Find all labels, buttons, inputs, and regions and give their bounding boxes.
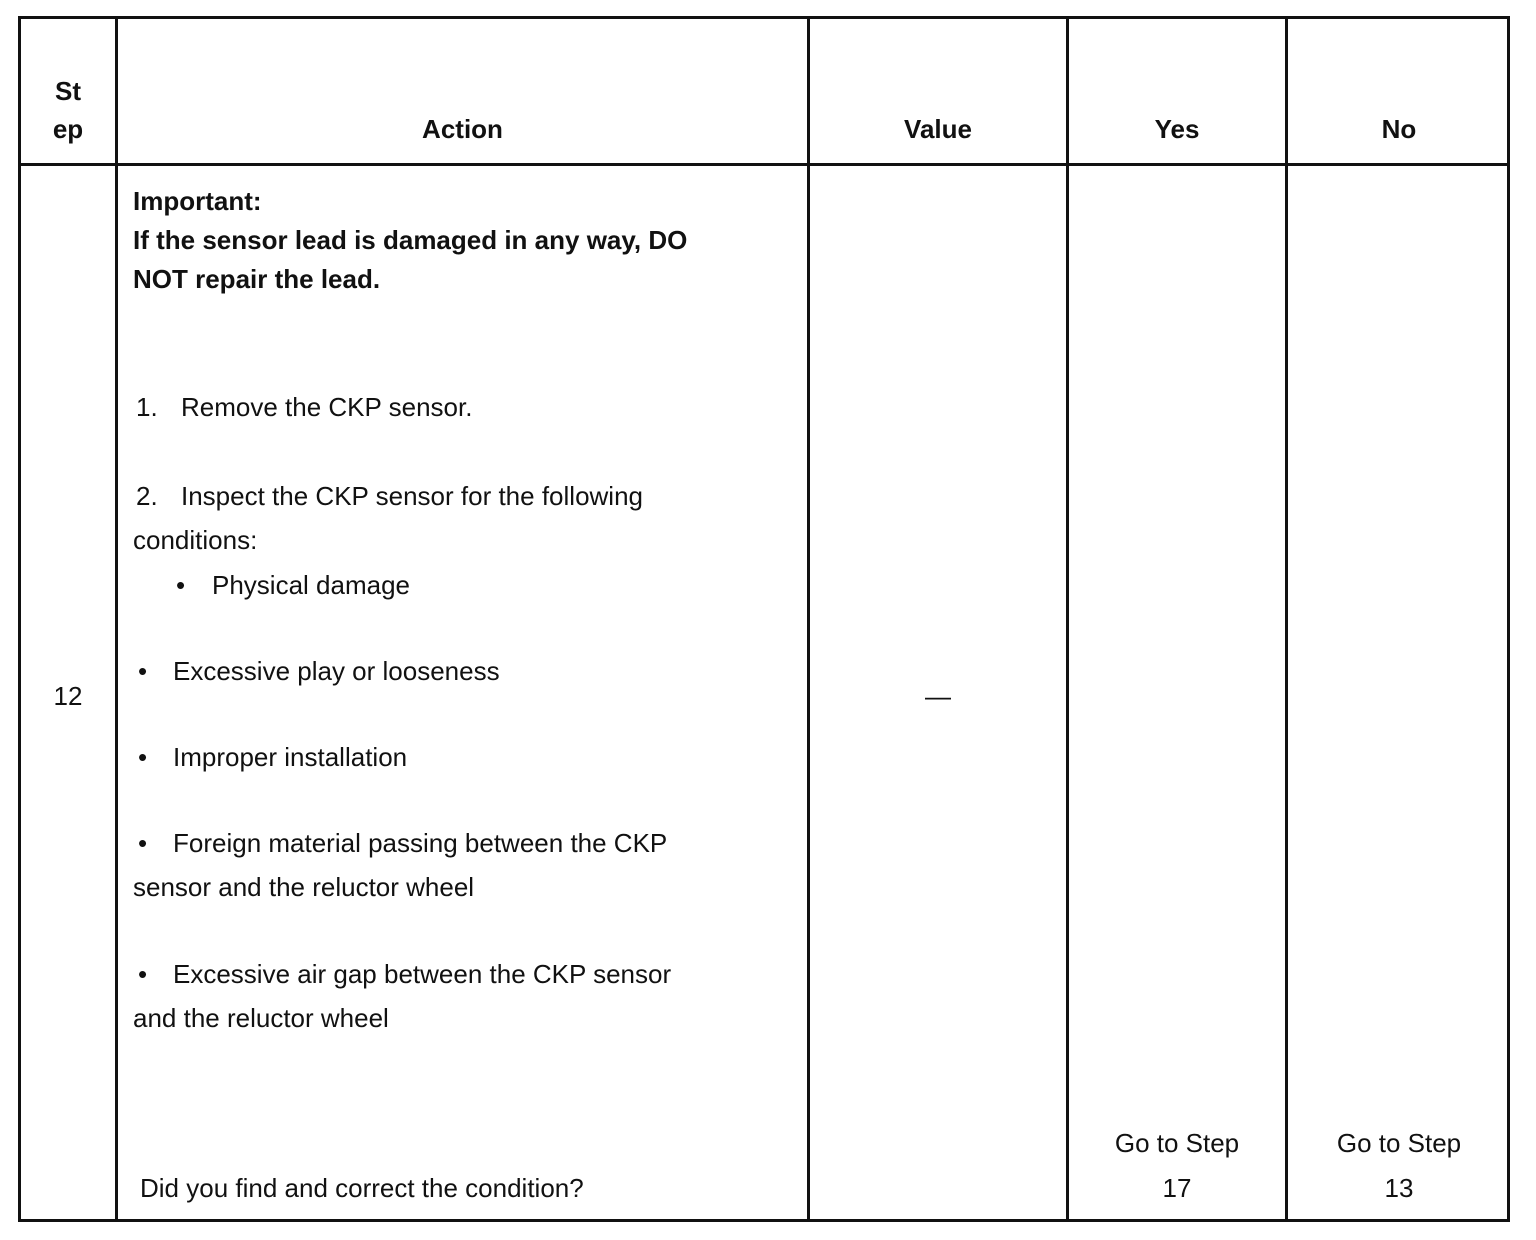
- question-text: Did you find and correct the condition?: [140, 1173, 584, 1203]
- header-action: Action: [422, 114, 503, 144]
- column-divider: [115, 19, 118, 1219]
- no-goto-label: Go to Step: [1336, 1128, 1462, 1158]
- step-item-number: 2.: [136, 481, 158, 511]
- header-step: [21, 72, 115, 148]
- bullet-item-improper-installation: Improper installation: [173, 742, 408, 772]
- value-dash: —: [925, 681, 951, 711]
- bullet-item-air-gap-continued: and the reluctor wheel: [133, 1003, 389, 1033]
- step-item-text: Remove the CKP sensor.: [181, 392, 473, 422]
- header-no: No: [1381, 114, 1417, 144]
- bullet-item-physical-damage: Physical damage: [212, 570, 410, 600]
- bullet-icon: •: [138, 959, 148, 989]
- step-item-text-continued: conditions:: [133, 525, 258, 555]
- bullet-icon: •: [176, 570, 186, 600]
- important-text-line2: NOT repair the lead.: [133, 264, 381, 294]
- header-divider: [21, 163, 1507, 166]
- bullet-item-foreign-material: Foreign material passing between the CKP: [173, 828, 668, 858]
- important-label: Important:: [133, 186, 262, 216]
- column-divider: [807, 19, 810, 1219]
- column-divider: [1285, 19, 1288, 1219]
- yes-goto-label: Go to Step: [1114, 1128, 1240, 1158]
- procedure-table: [18, 16, 1510, 1222]
- bullet-icon: •: [138, 828, 148, 858]
- header-step-line2: ep: [52, 114, 84, 144]
- no-goto-step: 13: [1384, 1173, 1414, 1203]
- bullet-item-foreign-material-continued: sensor and the reluctor wheel: [133, 872, 475, 902]
- step-number: 12: [53, 681, 83, 711]
- bullet-item-air-gap: Excessive air gap between the CKP sensor: [173, 959, 672, 989]
- step-item-text: Inspect the CKP sensor for the following: [181, 481, 643, 511]
- bullet-icon: •: [138, 742, 148, 772]
- column-divider: [1066, 19, 1069, 1219]
- header-step-line1: St: [55, 76, 81, 106]
- step-item-number: 1.: [136, 392, 158, 422]
- bullet-item-excessive-play: Excessive play or looseness: [173, 656, 500, 686]
- header-yes: Yes: [1154, 114, 1200, 144]
- bullet-icon: •: [138, 656, 148, 686]
- yes-goto-step: 17: [1162, 1173, 1192, 1203]
- important-text-line1: If the sensor lead is damaged in any way, DO: [133, 225, 688, 255]
- header-value: Value: [904, 114, 972, 144]
